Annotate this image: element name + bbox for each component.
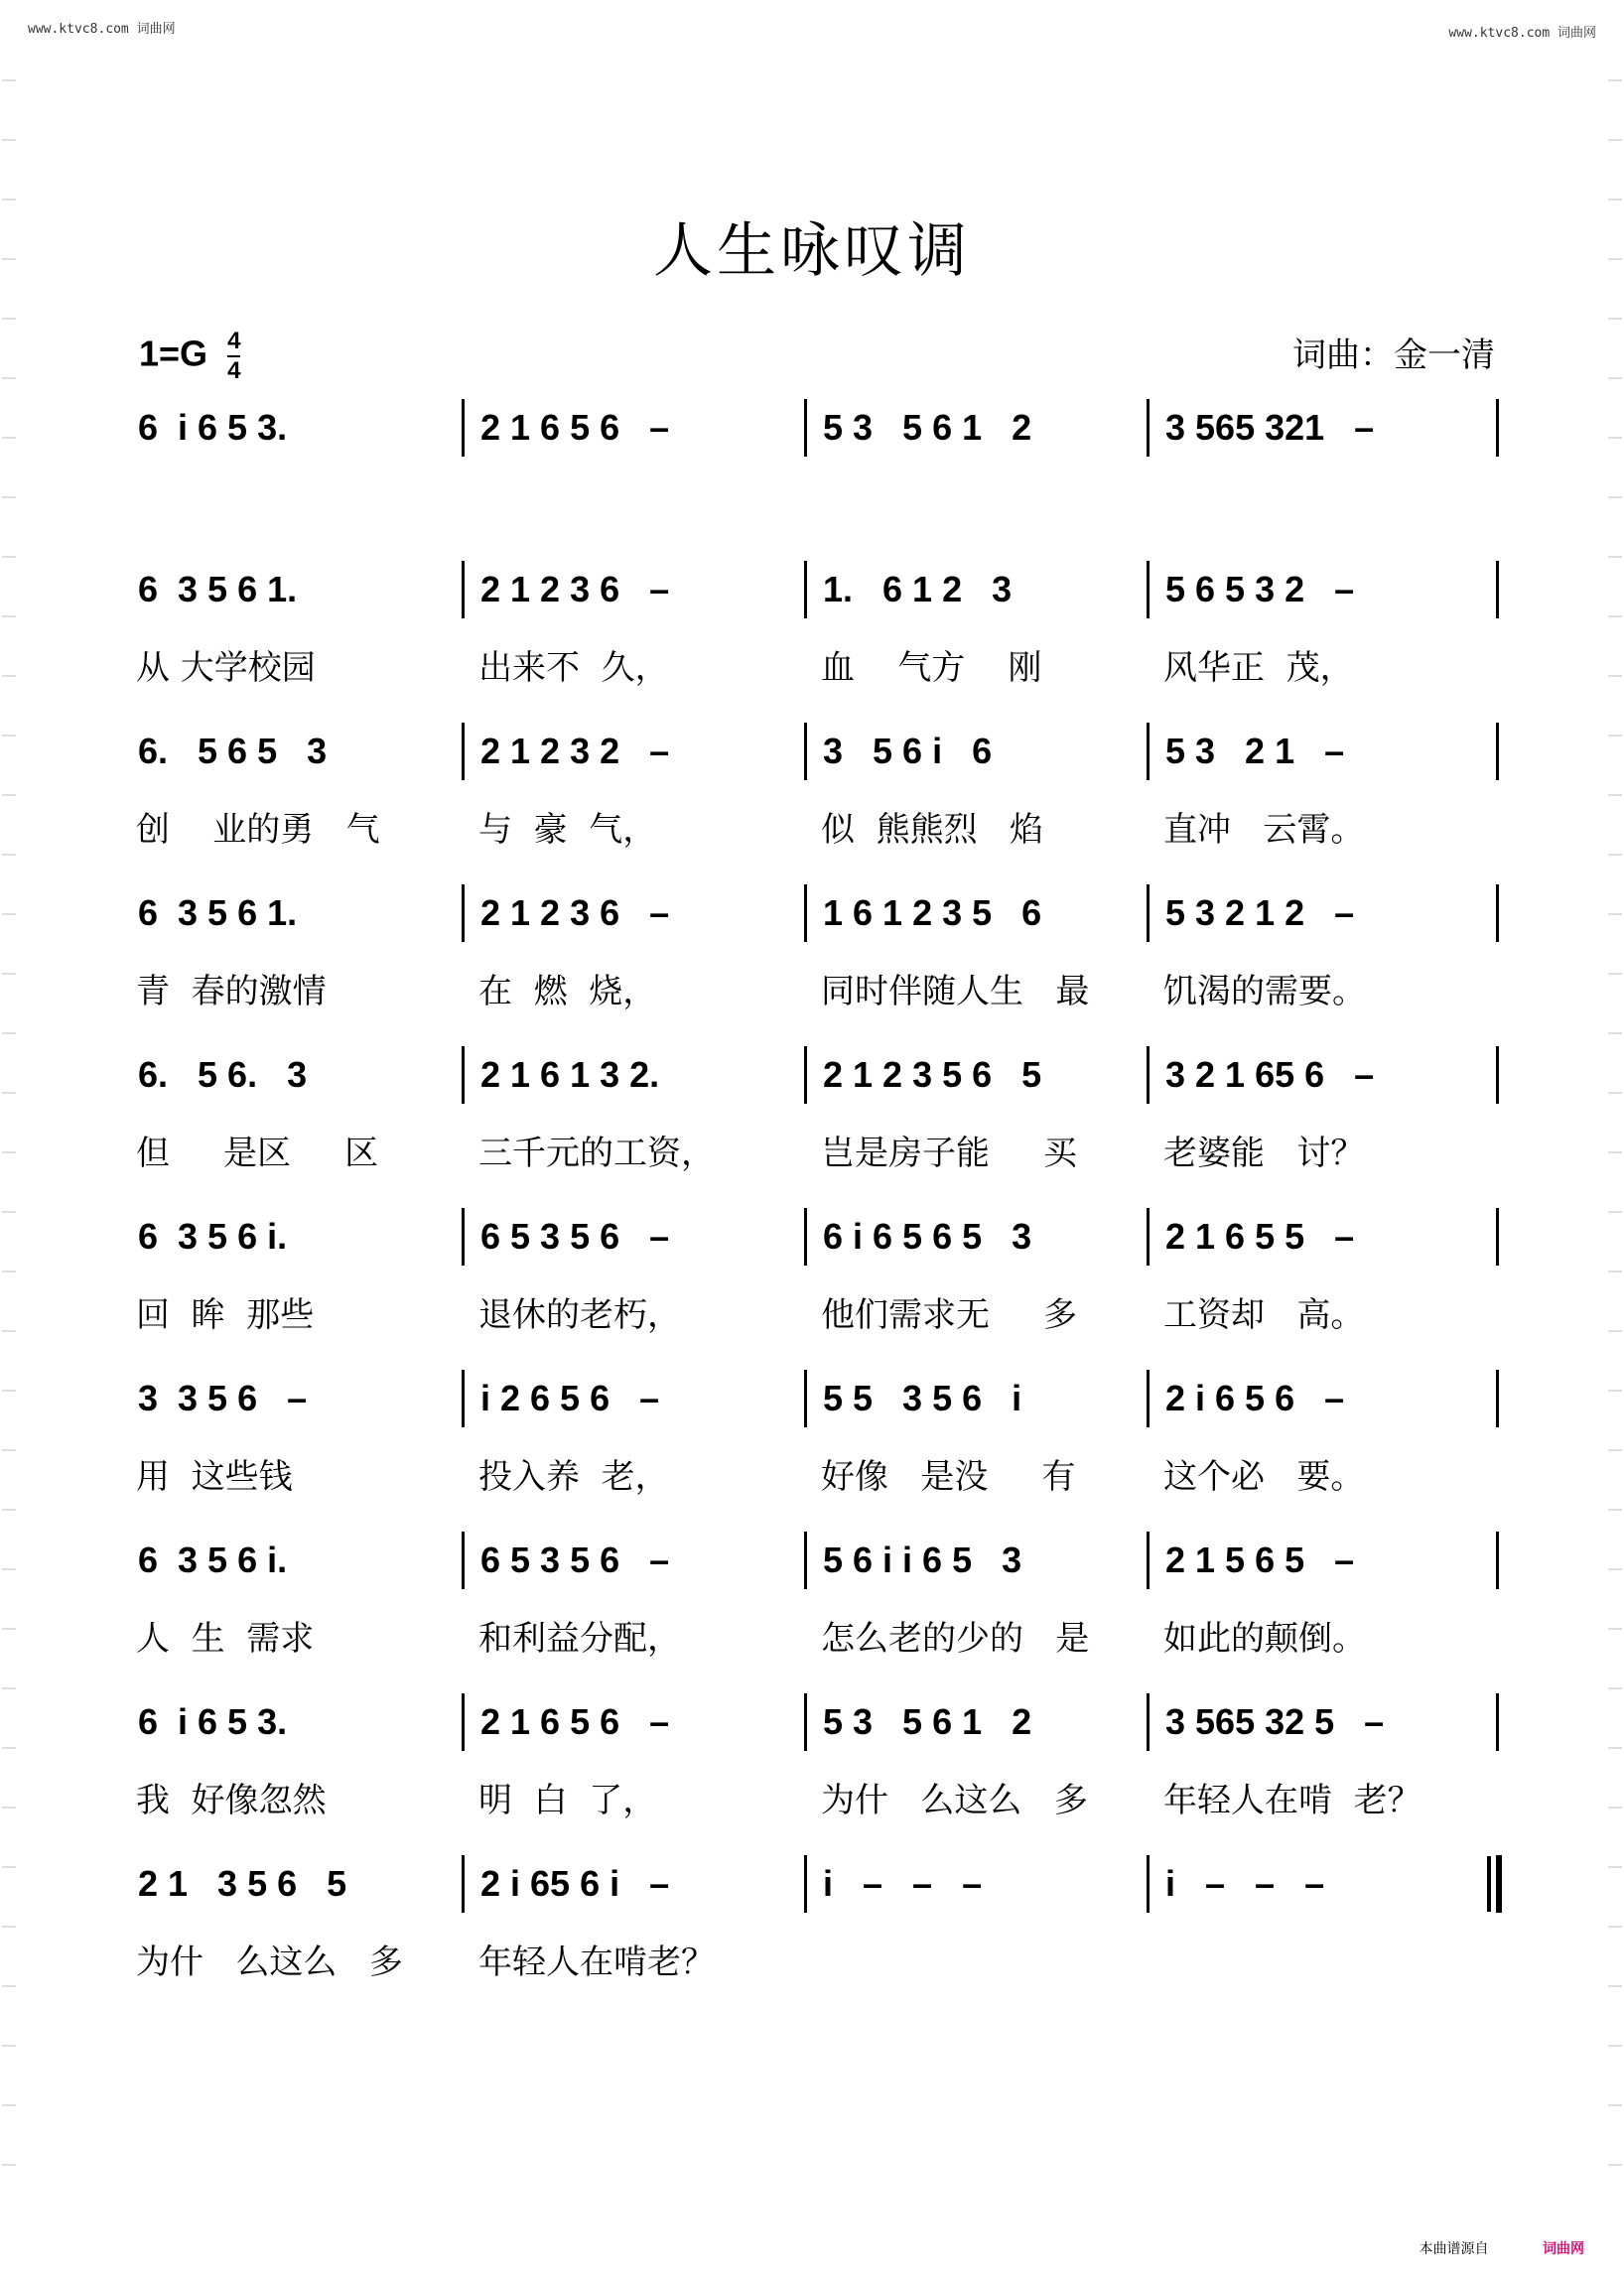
bar-line: [1496, 561, 1499, 618]
bar-line: [1496, 399, 1499, 457]
measure-notes: i – – –: [823, 1863, 983, 1904]
lyric-segment: 创 业的勇 气: [136, 810, 380, 850]
lyric-segment: 这个必 要。: [1163, 1457, 1365, 1497]
bar-line: [1147, 1693, 1150, 1751]
lyric-segment: 青 春的激情: [136, 972, 327, 1011]
lyric-segment: 岂是房子能 买: [821, 1134, 1078, 1173]
footer: [1420, 2238, 1584, 2258]
measure-notes: 6. 5 6 5 3: [138, 731, 328, 771]
measure-notes: 1. 6 1 2 3: [823, 569, 1013, 609]
footer-source: 本曲谱源自: [1419, 2241, 1489, 2257]
lyric-segment: 年轻人在啃 老？: [1163, 1781, 1421, 1820]
measure-notes: 6 3 5 6 1.: [138, 569, 298, 609]
measure-notes: 2 i 6 5 6 –: [1165, 1378, 1345, 1418]
bar-line: [1147, 884, 1150, 942]
measure-notes: 3 3 5 6 –: [138, 1378, 308, 1418]
measure-notes: 2 1 2 3 5 6 5: [823, 1054, 1042, 1095]
measure-notes: 5 3 5 6 1 2: [823, 1701, 1032, 1742]
lyric-segment: 在 燃 烧，: [478, 972, 657, 1011]
bar-line: [462, 884, 465, 942]
key-label: 1=G: [139, 333, 208, 374]
song-title: 人生咏叹调: [653, 216, 971, 286]
bar-line: [1147, 1855, 1150, 1913]
notes-row: [134, 569, 1499, 624]
left-border-pattern: [2, 40, 16, 2223]
lyrics-row: [134, 1449, 1499, 1509]
bar-line: [462, 1046, 465, 1104]
measure-notes: i 2 6 5 6 –: [480, 1378, 660, 1418]
notes-row: [134, 1216, 1499, 1272]
lyric-segment: 但 是区 区: [136, 1134, 379, 1173]
lyric-segment: 饥渴的需要。: [1163, 972, 1366, 1011]
score-line: [134, 1701, 1499, 1832]
lyric-segment: 为什 么这么 多: [821, 1781, 1088, 1820]
bar-line: [804, 1693, 807, 1751]
score-line: [134, 1540, 1499, 1671]
bar-line: [804, 561, 807, 618]
lyric-segment: 如此的颠倒。: [1163, 1619, 1366, 1659]
bar-line: [804, 1532, 807, 1589]
notes-row: [134, 1540, 1499, 1595]
measure-notes: 2 1 3 5 6 5: [138, 1863, 347, 1904]
key-signature: [139, 328, 240, 385]
author-credit: 词曲：金一清: [1292, 335, 1495, 375]
bar-line: [1147, 1370, 1150, 1427]
measure-notes: 2 1 2 3 2 –: [480, 731, 670, 771]
bar-line: [804, 1855, 807, 1913]
lyric-segment: 与 豪 气，: [478, 810, 657, 850]
measure-notes: 3 2 1 65 6 –: [1165, 1054, 1375, 1095]
measure-notes: 2 1 6 5 6 –: [480, 1701, 670, 1742]
measure-notes: 6 3 5 6 i.: [138, 1216, 288, 1257]
lyric-segment: 好像 是没 有: [821, 1457, 1076, 1497]
bar-line: [1147, 399, 1150, 457]
lyric-segment: 用 这些钱: [136, 1457, 293, 1497]
measure-notes: 5 6 i i 6 5 3: [823, 1540, 1022, 1580]
time-top: 4: [227, 328, 241, 354]
lyric-segment: 他们需求无 多: [821, 1295, 1078, 1335]
lyric-segment: 我 好像忽然: [136, 1781, 327, 1820]
measure-notes: 3 565 32 5 –: [1165, 1701, 1385, 1742]
bar-line: [1496, 1046, 1499, 1104]
lyric-segment: 直冲 云霄。: [1163, 810, 1365, 850]
bar-line: [462, 1208, 465, 1266]
lyric-segment: 回 眸 那些: [136, 1295, 315, 1335]
measure-notes: 6. 5 6. 3: [138, 1054, 308, 1095]
lyric-segment: 老婆能 讨？: [1163, 1134, 1365, 1173]
bar-line: [1147, 1046, 1150, 1104]
bar-line: [462, 1855, 465, 1913]
lyric-segment: 和利益分配，: [478, 1619, 681, 1659]
lyrics-row: [134, 964, 1499, 1023]
notes-row: [134, 731, 1499, 786]
right-border-pattern: [1608, 40, 1622, 2223]
measure-notes: 3 5 6 i 6: [823, 731, 993, 771]
footer-brand: 词曲网: [1543, 2241, 1584, 2257]
lyric-segment: 明 白 了，: [478, 1781, 657, 1820]
watermark-right: www.ktvc8.com 词曲网: [1448, 26, 1596, 41]
measure-notes: 5 6 5 3 2 –: [1165, 569, 1355, 609]
lyric-segment: 出来不 久，: [478, 648, 669, 688]
measure-notes: 2 1 6 5 5 –: [1165, 1216, 1355, 1257]
measure-notes: 5 5 3 5 6 i: [823, 1378, 1022, 1418]
lyric-segment: 年轻人在啃老？: [478, 1943, 715, 1982]
measure-notes: 6 i 6 5 3.: [138, 1701, 288, 1742]
score-line: [134, 731, 1499, 862]
measure-notes: 2 i 65 6 i –: [480, 1863, 670, 1904]
lyric-segment: 怎么老的少的 是: [821, 1619, 1090, 1659]
lyric-segment: 血 气方 刚: [821, 648, 1042, 688]
bar-line: [462, 723, 465, 780]
bar-line: [1147, 561, 1150, 618]
measure-notes: 6 i 6 5 6 5 3: [823, 1216, 1032, 1257]
lyrics-row: [134, 640, 1499, 700]
bar-line: [1147, 723, 1150, 780]
bar-line: [804, 723, 807, 780]
measure-notes: 6 3 5 6 1.: [138, 892, 298, 933]
notes-row: [134, 1378, 1499, 1433]
lyrics-row: [134, 1126, 1499, 1185]
lyrics-row: [134, 1611, 1499, 1671]
bar-line: [804, 1046, 807, 1104]
lyrics-row: [134, 1935, 1499, 1994]
lyric-segment: 人 生 需求: [136, 1619, 315, 1659]
bar-line: [804, 399, 807, 457]
bar-line: [1496, 1693, 1499, 1751]
score-line: [134, 407, 1499, 538]
bar-line: [804, 884, 807, 942]
bar-line: [1147, 1532, 1150, 1589]
notes-row: [134, 407, 1499, 463]
measure-notes: 2 1 6 5 6 –: [480, 407, 670, 448]
score-line: [134, 1054, 1499, 1185]
score-line: [134, 1863, 1499, 1994]
measure-notes: 6 5 3 5 6 –: [480, 1540, 670, 1580]
measure-notes: 6 3 5 6 i.: [138, 1540, 288, 1580]
measure-notes: 5 3 5 6 1 2: [823, 407, 1032, 448]
bar-line: [1496, 1855, 1502, 1913]
bar-line: [1496, 1208, 1499, 1266]
lyric-segment: 似 熊熊烈 焰: [821, 810, 1044, 850]
score-line: [134, 1216, 1499, 1347]
bar-line: [1496, 723, 1499, 780]
bar-line: [1147, 1208, 1150, 1266]
bar-line: [804, 1208, 807, 1266]
bar-line: [1496, 1370, 1499, 1427]
measure-notes: 6 5 3 5 6 –: [480, 1216, 670, 1257]
bar-line: [462, 399, 465, 457]
measure-notes: 6 i 6 5 3.: [138, 407, 288, 448]
lyrics-row: [134, 1287, 1499, 1347]
time-signature: [227, 328, 240, 385]
measure-notes: i – – –: [1165, 1863, 1325, 1904]
bar-line: [462, 1370, 465, 1427]
measure-notes: 2 1 2 3 6 –: [480, 569, 670, 609]
lyric-segment: 风华正 茂，: [1163, 648, 1354, 688]
lyric-segment: 三千元的工资，: [478, 1134, 715, 1173]
measure-notes: 1 6 1 2 3 5 6: [823, 892, 1042, 933]
score-line: [134, 569, 1499, 700]
lyric-segment: 投入养 老，: [478, 1457, 669, 1497]
lyric-segment: 同时伴随人生 最: [821, 972, 1090, 1011]
time-bottom: 4: [227, 357, 241, 384]
bar-line: [462, 1532, 465, 1589]
bar-line: [804, 1370, 807, 1427]
lyrics-row: [134, 478, 1499, 538]
lyric-segment: 退休的老朽，: [478, 1295, 681, 1335]
score-line: [134, 1378, 1499, 1509]
measure-notes: 2 1 2 3 6 –: [480, 892, 670, 933]
measure-notes: 5 3 2 1 2 –: [1165, 892, 1355, 933]
notes-row: [134, 892, 1499, 948]
measure-notes: 5 3 2 1 –: [1165, 731, 1345, 771]
lyric-segment: 工资却 高。: [1163, 1295, 1365, 1335]
lyric-segment: 从 大学校园: [136, 648, 316, 688]
measure-notes: 3 565 321 –: [1165, 407, 1375, 448]
lyric-segment: 为什 么这么 多: [136, 1943, 403, 1982]
notes-row: [134, 1701, 1499, 1757]
notes-row: [134, 1054, 1499, 1110]
measure-notes: 2 1 6 1 3 2.: [480, 1054, 660, 1095]
score-line: [134, 892, 1499, 1023]
lyrics-row: [134, 802, 1499, 862]
bar-line: [1496, 1532, 1499, 1589]
lyrics-row: [134, 1773, 1499, 1832]
notes-row: [134, 1863, 1499, 1919]
bar-line: [462, 561, 465, 618]
bar-line: [462, 1693, 465, 1751]
watermark-left: www.ktvc8.com 词曲网: [28, 22, 176, 37]
measure-notes: 2 1 5 6 5 –: [1165, 1540, 1355, 1580]
bar-line: [1496, 884, 1499, 942]
